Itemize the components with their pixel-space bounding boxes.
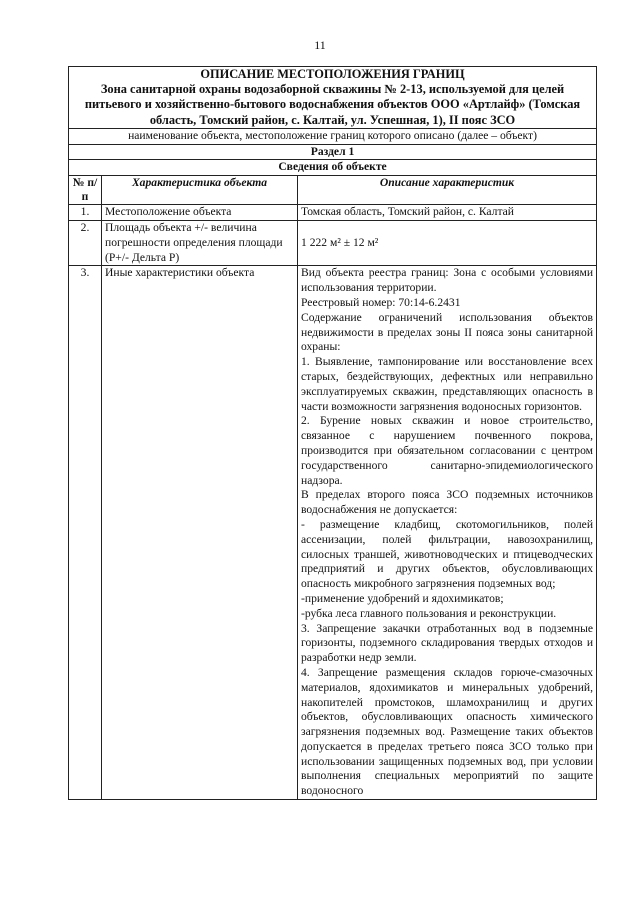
table-row (69, 205, 597, 221)
description-paragraph: 4. Запрещение размещения складов горюче-смазочных материалов, ядохимикатов и минеральных удобрений, накопителей промстоков, шламохранилищ и других объектов, обусловливающих опасность химического загрязнения подземных вод. Размещение таких объектов допускается в пределах третьего пояса ЗСО только при использовании защищенных подземных вод, при условии выполнения специальных мероприятий по защите водоносного (301, 665, 594, 798)
row-characteristic: Площадь объекта +/- величина погрешности определения площади (Р+/- Дельта Р) (102, 221, 298, 266)
description-paragraph: 2. Бурение новых скважин и новое строительство, связанное с нарушением почвенного покрова, производится при обязательном согласовании с центром государственного санитарно-эпидемиологического надзора. (301, 414, 594, 487)
table-row (69, 266, 597, 800)
row-num: 2. (69, 221, 102, 266)
title-row (69, 67, 597, 129)
header-num: № п/п (69, 176, 102, 205)
page-number: 11 (314, 38, 326, 52)
boundary-description-table (68, 66, 597, 800)
header-description: Описание характеристик (298, 176, 597, 205)
title-heading: ОПИСАНИЕ МЕСТОПОЛОЖЕНИЯ ГРАНИЦ (200, 67, 465, 81)
row-characteristic: Местоположение объекта (102, 205, 298, 221)
description-paragraph: 3. Запрещение закачки отработанных вод в подземные горизонты, подземного складирования твердых отходов и разработки недр земли. (301, 621, 594, 665)
section-subtitle-row (69, 160, 597, 176)
header-row (69, 176, 597, 205)
document-title (69, 67, 597, 129)
table-row (69, 221, 597, 266)
section-subtitle: Сведения об объекте (69, 160, 597, 176)
object-caption: наименование объекта, местоположение границ которого описано (далее – объект) (69, 128, 597, 144)
description-paragraph: -применение удобрений и ядохимикатов; (301, 591, 504, 605)
description-paragraph: 1. Выявление, тампонирование или восстановление всех старых, бездействующих, дефектных или неправильно эксплуатируемых скважин, представляющих опасность в части возможности загрязнения водоносных горизонтов. (301, 355, 594, 413)
description-paragraph: Вид объекта реестра границ: Зона с особыми условиями использования территории. (301, 266, 594, 295)
header-characteristic: Характеристика объекта (102, 176, 298, 205)
row-num: 3. (69, 266, 102, 800)
description-paragraph: В пределах второго пояса ЗСО подземных источников водоснабжения не допускается: (301, 488, 594, 517)
section-row (69, 144, 597, 160)
row-num: 1. (69, 205, 102, 221)
description-paragraph: Реестровый номер: 70:14-6.2431 (301, 295, 461, 309)
description-paragraph: - размещение кладбищ, скотомогильников, полей ассенизации, полей фильтрации, навозохранилищ, силосных траншей, животноводческих и птицеводческих предприятий и других объектов, обусловливающих опасность микробного загрязнения подземных вод; (301, 517, 594, 591)
title-body: Зона санитарной охраны водозаборной скважины № 2-13, используемой для целей питьевого и хозяйственно-бытового водоснабжения объектов ООО «Артлайф» (Томская область, Томский район, с. Калтай, ул. Успешная, 1), II пояс ЗСО (84, 82, 581, 127)
object-caption-row (69, 128, 597, 144)
description-paragraph: Содержание ограничений использования объектов недвижимости в пределах зоны II пояса зоны санитарной охраны: (301, 310, 594, 354)
row-characteristic: Иные характеристики объекта (102, 266, 298, 800)
row-description (298, 266, 597, 800)
row-description: 1 222 м² ± 12 м² (298, 221, 597, 266)
row-description: Томская область, Томский район, с. Калтай (298, 205, 597, 221)
description-paragraph: -рубка леса главного пользования и реконструкции. (301, 606, 557, 620)
section-title: Раздел 1 (69, 144, 597, 160)
